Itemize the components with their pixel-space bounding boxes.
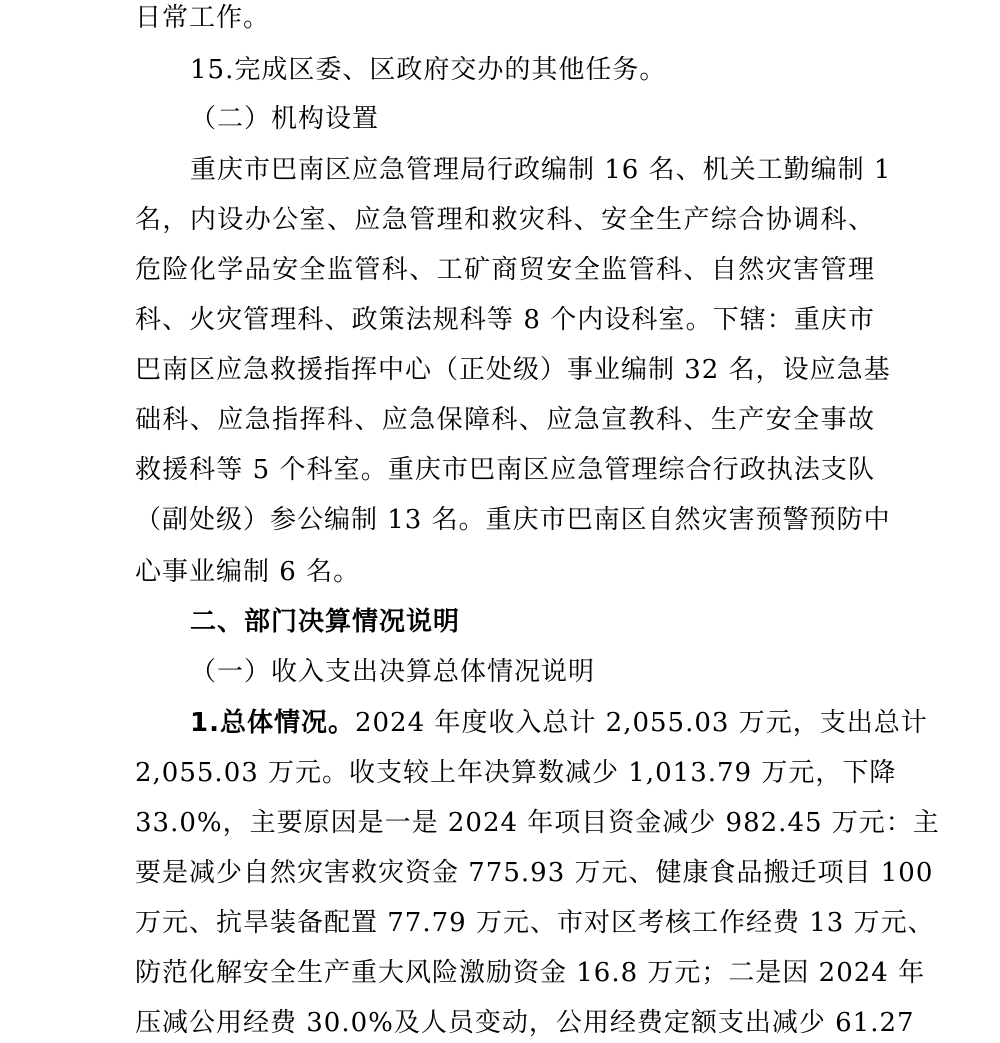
text-line: 危险化学品安全监管科、工矿商贸安全监管科、自然灾害管理 <box>135 255 875 285</box>
text-line: 2,055.03 万元。收支较上年决算数减少 1,013.79 万元，下降 <box>135 758 897 788</box>
overall-label: 1.总体情况。 <box>190 708 355 738</box>
text-line: 日常工作。 <box>135 3 271 33</box>
overall-text: 2024 年度收入总计 2,055.03 万元，支出总计 <box>354 708 928 738</box>
text-line: 救援科等 5 个科室。重庆市巴南区应急管理综合行政执法支队 <box>135 455 875 485</box>
text-line: 巴南区应急救援指挥中心（正处级）事业编制 32 名，设应急基 <box>135 355 891 385</box>
section-heading-final-accounts: 二、部门决算情况说明 <box>190 607 461 637</box>
task-item-15: 15.完成区委、区政府交办的其他任务。 <box>190 55 667 85</box>
text-line: 科、火灾管理科、政策法规科等 8 个内设科室。下辖：重庆市 <box>135 305 875 335</box>
text-line: 要是减少自然灾害救灾资金 775.93 万元、健康食品搬迁项目 100 <box>135 858 934 888</box>
text-line: 心事业编制 6 名。 <box>135 557 361 587</box>
section-heading-org-structure: （二）机构设置 <box>190 104 380 134</box>
text-line: 33.0%，主要原因是一是 2024 年项目资金减少 982.45 万元：主 <box>135 808 940 838</box>
text-line: 万元、抗旱装备配置 77.79 万元、市对区考核工作经费 13 万元、 <box>135 908 935 938</box>
text-line: 压减公用经费 30.0%及人员变动，公用经费定额支出减少 61.27 <box>135 1008 915 1038</box>
text-line: （副处级）参公编制 13 名。重庆市巴南区自然灾害预警预防中 <box>135 505 891 535</box>
text-line: 名，内设办公室、应急管理和救灾科、安全生产综合协调科、 <box>135 205 875 235</box>
text-line: 防范化解安全生产重大风险激励资金 16.8 万元；二是因 2024 年 <box>135 958 926 988</box>
text-line: 础科、应急指挥科、应急保障科、应急宣教科、生产安全事故 <box>135 405 875 435</box>
subsection-heading-income-expenditure: （一）收入支出决算总体情况说明 <box>190 657 596 687</box>
text-line: 重庆市巴南区应急管理局行政编制 16 名、机关工勤编制 1 <box>190 155 892 185</box>
text-line-overall <box>190 708 928 738</box>
